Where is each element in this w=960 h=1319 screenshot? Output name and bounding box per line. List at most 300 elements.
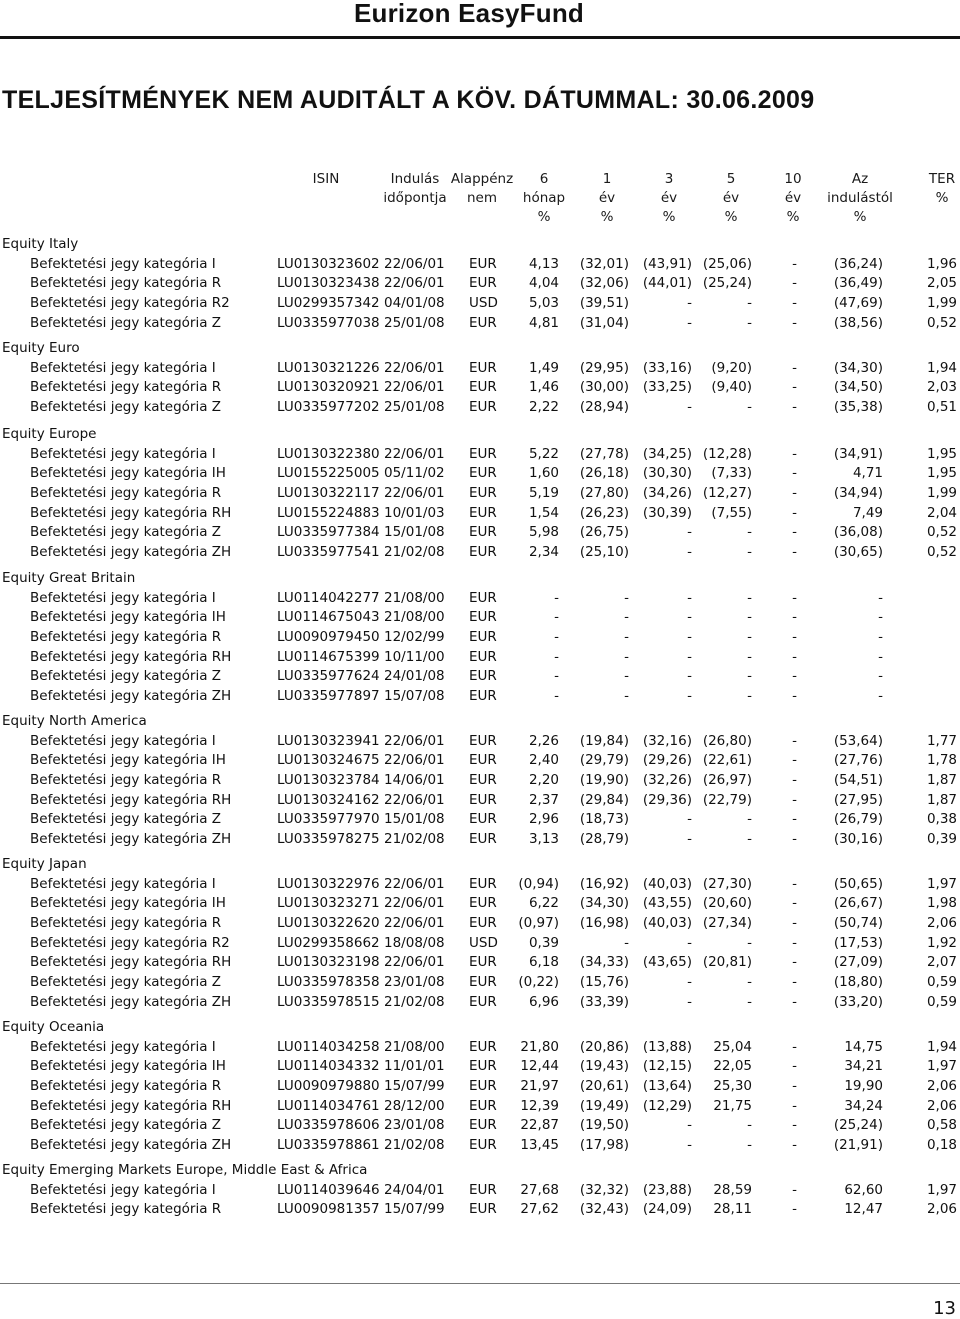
cell-return-3y: (29,36)	[642, 791, 692, 808]
cell-start-date: 21/02/08	[384, 993, 445, 1010]
cell-return-10y: -	[792, 1097, 797, 1114]
table-row	[0, 1201, 960, 1221]
header-10y-line: %	[786, 209, 800, 225]
cell-return-3y: (13,88)	[642, 1038, 692, 1055]
cell-return-since-inception: (17,53)	[833, 934, 883, 951]
cell-return-3y: (30,30)	[642, 465, 692, 482]
cell-return-10y: -	[792, 1201, 797, 1218]
cell-isin: LU0114034258	[277, 1038, 380, 1055]
cell-return-6m: 1,46	[528, 379, 559, 396]
cell-isin: LU0130322380	[277, 445, 380, 462]
cell-start-date: 22/06/01	[384, 732, 445, 749]
brand-title: Eurizon EasyFund	[353, 0, 584, 28]
cell-share-class: Befektetési jegy kategória R	[30, 1078, 222, 1094]
cell-return-since-inception: (26,67)	[833, 895, 883, 912]
cell-share-class: Befektetési jegy kategória R2	[30, 294, 230, 311]
cell-currency: EUR	[469, 589, 497, 606]
cell-return-1y: (28,94)	[579, 398, 629, 415]
cell-return-1y: (20,86)	[579, 1038, 629, 1055]
cell-return-5y: -	[747, 1117, 752, 1134]
table-row	[0, 772, 960, 792]
cell-share-class: Befektetési jegy kategória Z	[30, 1117, 222, 1134]
cell-isin: LU0130320921	[277, 379, 380, 396]
cell-start-date: 21/02/08	[384, 830, 445, 847]
cell-start-date: 21/02/08	[384, 543, 445, 560]
cell-ter: 1,99	[926, 294, 957, 311]
cell-ter: 2,06	[926, 1078, 957, 1094]
cell-share-class: Befektetési jegy kategória Z	[30, 314, 222, 331]
cell-isin: LU0299358662	[277, 934, 380, 951]
cell-return-1y: (29,95)	[579, 359, 629, 376]
cell-share-class: Befektetési jegy kategória IH	[30, 465, 226, 482]
cell-currency: EUR	[469, 314, 497, 331]
cell-start-date: 15/01/08	[384, 524, 445, 541]
cell-return-5y: -	[747, 589, 752, 606]
cell-share-class: Befektetési jegy kategória RH	[30, 504, 232, 521]
cell-start-date: 22/06/01	[384, 895, 445, 912]
cell-return-6m: 5,19	[528, 484, 559, 501]
cell-return-6m: 4,13	[528, 255, 559, 272]
cell-currency: USD	[469, 294, 498, 311]
cell-return-5y: (22,79)	[702, 791, 752, 808]
header-start-date	[378, 170, 452, 208]
page-number: 13	[933, 1298, 956, 1319]
header-currency-line: Alappénz	[450, 171, 514, 187]
cell-return-3y: -	[687, 993, 692, 1010]
cell-return-3y: (12,29)	[642, 1097, 692, 1114]
cell-return-5y: -	[747, 973, 752, 990]
header-currency	[449, 170, 515, 208]
cell-return-since-inception: -	[878, 648, 883, 665]
cell-share-class: Befektetési jegy kategória Z	[30, 668, 222, 685]
cell-return-5y: (7,33)	[711, 465, 752, 482]
table-row	[0, 915, 960, 935]
cell-return-6m: 4,04	[528, 275, 559, 292]
cell-return-5y: (26,97)	[702, 772, 752, 788]
cell-return-3y: (40,03)	[642, 875, 692, 892]
cell-share-class: Befektetési jegy kategória R	[30, 915, 222, 931]
cell-ter: 2,03	[926, 379, 957, 396]
cell-start-date: 22/06/01	[384, 752, 445, 769]
cell-return-6m: -	[554, 629, 559, 645]
table-row	[0, 792, 960, 812]
cell-ter: 1,77	[926, 732, 957, 749]
cell-return-10y: -	[792, 1136, 797, 1153]
cell-return-5y: 25,04	[713, 1038, 752, 1055]
cell-isin: LU0130323271	[277, 895, 380, 912]
cell-ter: 1,97	[926, 1181, 957, 1198]
cell-return-3y: -	[687, 524, 692, 541]
table-row	[0, 1039, 960, 1059]
header-start-date-line: időpontja	[383, 190, 447, 206]
cell-return-6m: -	[554, 648, 559, 665]
cell-start-date: 15/01/08	[384, 811, 445, 828]
cell-currency: EUR	[469, 1136, 497, 1153]
cell-isin: LU0335978358	[277, 973, 380, 990]
cell-return-10y: -	[792, 687, 797, 704]
cell-return-5y: -	[747, 1136, 752, 1153]
cell-return-since-inception: (34,50)	[833, 379, 883, 396]
column-headers	[0, 170, 960, 230]
cell-return-since-inception: (47,69)	[833, 294, 883, 311]
cell-ter: 2,06	[926, 1097, 957, 1114]
header-5y-line: év	[722, 190, 740, 206]
cell-return-3y: -	[687, 668, 692, 685]
cell-return-5y: -	[747, 524, 752, 541]
cell-isin: LU0335977541	[277, 543, 380, 560]
cell-return-1y: (26,18)	[579, 465, 629, 482]
cell-return-6m: 21,80	[520, 1038, 559, 1055]
cell-return-3y: -	[687, 629, 692, 645]
cell-return-since-inception: -	[878, 629, 883, 645]
cell-return-since-inception: (34,91)	[833, 445, 883, 462]
cell-currency: EUR	[469, 1201, 497, 1218]
cell-ter: 1,95	[926, 445, 957, 462]
cell-share-class: Befektetési jegy kategória R	[30, 379, 222, 396]
cell-isin: LU0335978861	[277, 1136, 380, 1153]
table-row	[0, 895, 960, 915]
cell-share-class: Befektetési jegy kategória I	[30, 875, 216, 892]
cell-return-5y: 28,11	[713, 1201, 752, 1218]
cell-return-3y: -	[687, 314, 692, 331]
cell-return-3y: -	[687, 398, 692, 415]
cell-return-5y: -	[747, 934, 752, 951]
cell-isin: LU0335977202	[277, 398, 380, 415]
cell-return-1y: (19,50)	[579, 1117, 629, 1134]
cell-return-1y: (29,84)	[579, 791, 629, 808]
cell-ter: 0,52	[926, 543, 957, 560]
header-isin-line: ISIN	[312, 171, 340, 187]
cell-return-5y: (20,60)	[702, 895, 752, 912]
cell-return-6m: 2,26	[528, 732, 559, 749]
cell-ter: 0,18	[926, 1136, 957, 1153]
cell-return-3y: (34,26)	[642, 484, 692, 501]
table-row	[0, 544, 960, 564]
cell-start-date: 05/11/02	[384, 465, 445, 482]
cell-return-6m: 5,98	[528, 524, 559, 541]
cell-return-3y: (34,25)	[642, 445, 692, 462]
cell-return-since-inception: -	[878, 687, 883, 704]
cell-return-10y: -	[792, 830, 797, 847]
cell-ter: 1,97	[926, 875, 957, 892]
cell-return-6m: (0,22)	[518, 973, 559, 990]
cell-return-since-inception: (36,08)	[833, 524, 883, 541]
cell-return-10y: -	[792, 255, 797, 272]
table-row	[0, 524, 960, 544]
cell-ter: 1,94	[926, 1038, 957, 1055]
cell-ter: 2,04	[926, 504, 957, 521]
cell-ter: 1,92	[926, 934, 957, 951]
cell-return-5y: -	[747, 993, 752, 1010]
table-row	[0, 1182, 960, 1202]
cell-isin: LU0155224883	[277, 504, 380, 521]
cell-start-date: 15/07/99	[384, 1078, 445, 1094]
cell-ter: 0,51	[926, 398, 957, 415]
cell-ter: 1,97	[926, 1058, 957, 1075]
cell-return-10y: -	[792, 648, 797, 665]
cell-return-3y: -	[687, 811, 692, 828]
cell-return-3y: -	[687, 687, 692, 704]
cell-return-5y: -	[747, 687, 752, 704]
header-1y-line: 1	[602, 171, 612, 187]
cell-start-date: 11/01/01	[384, 1058, 445, 1075]
cell-return-since-inception: (50,74)	[833, 915, 883, 931]
table-row	[0, 974, 960, 994]
cell-return-6m: 0,39	[528, 934, 559, 951]
table-row	[0, 1058, 960, 1078]
cell-ter: 0,59	[926, 993, 957, 1010]
cell-return-1y: (25,10)	[579, 543, 629, 560]
cell-return-5y: (9,40)	[711, 379, 752, 396]
cell-return-6m: (0,94)	[518, 875, 559, 892]
cell-share-class: Befektetési jegy kategória ZH	[30, 993, 232, 1010]
cell-ter: 0,38	[926, 811, 957, 828]
cell-return-1y: (16,98)	[579, 915, 629, 931]
cell-return-1y: (27,78)	[579, 445, 629, 462]
cell-currency: EUR	[469, 465, 497, 482]
cell-start-date: 22/06/01	[384, 915, 445, 931]
cell-isin: LU0335977038	[277, 314, 380, 331]
cell-return-6m: 6,22	[528, 895, 559, 912]
cell-return-3y: -	[687, 1117, 692, 1134]
cell-isin: LU0299357342	[277, 294, 380, 311]
header-start-date-line: Indulás	[390, 171, 440, 187]
cell-return-5y: (12,28)	[702, 445, 752, 462]
cell-currency: EUR	[469, 915, 497, 931]
cell-currency: EUR	[469, 398, 497, 415]
cell-return-6m: 5,22	[528, 445, 559, 462]
fund-group-title: Equity Great Britain	[2, 570, 136, 586]
header-1y	[587, 170, 627, 227]
cell-start-date: 15/07/99	[384, 1201, 445, 1218]
cell-return-3y: (43,91)	[642, 255, 692, 272]
cell-return-10y: -	[792, 629, 797, 645]
header-since-inception-line: %	[853, 209, 867, 225]
cell-return-10y: -	[792, 1058, 797, 1075]
cell-currency: EUR	[469, 830, 497, 847]
cell-return-6m: -	[554, 589, 559, 606]
cell-share-class: Befektetési jegy kategória I	[30, 1181, 216, 1198]
cell-return-3y: -	[687, 934, 692, 951]
cell-return-since-inception: (26,79)	[833, 811, 883, 828]
fund-group-title: Equity Europe	[2, 426, 97, 442]
cell-return-10y: -	[792, 294, 797, 311]
cell-return-since-inception: (50,65)	[833, 875, 883, 892]
cell-return-since-inception: (27,09)	[833, 954, 883, 971]
cell-currency: EUR	[469, 1058, 497, 1075]
cell-currency: EUR	[469, 668, 497, 685]
header-5y-line: %	[724, 209, 738, 225]
cell-ter: 2,06	[926, 1201, 957, 1218]
cell-ter: 2,05	[926, 275, 957, 292]
cell-currency: EUR	[469, 811, 497, 828]
cell-ter: 1,96	[926, 255, 957, 272]
cell-return-1y: (27,80)	[579, 484, 629, 501]
cell-ter: 1,87	[926, 772, 957, 788]
cell-isin: LU0090981357	[277, 1201, 380, 1218]
cell-return-6m: 12,39	[520, 1097, 559, 1114]
cell-return-3y: (32,16)	[642, 732, 692, 749]
cell-start-date: 10/11/00	[384, 648, 445, 665]
cell-return-10y: -	[792, 589, 797, 606]
cell-return-3y: (43,65)	[642, 954, 692, 971]
cell-return-1y: (31,04)	[579, 314, 629, 331]
cell-return-5y: (26,80)	[702, 732, 752, 749]
cell-currency: EUR	[469, 379, 497, 396]
cell-return-3y: (32,26)	[642, 772, 692, 788]
table-row	[0, 831, 960, 851]
cell-return-5y: 22,05	[713, 1058, 752, 1075]
cell-return-1y: (32,01)	[579, 255, 629, 272]
cell-return-10y: -	[792, 772, 797, 788]
cell-return-5y: (20,81)	[702, 954, 752, 971]
table-row	[0, 485, 960, 505]
cell-return-1y: -	[624, 629, 629, 645]
cell-return-since-inception: 34,21	[844, 1058, 883, 1075]
cell-return-1y: (28,79)	[579, 830, 629, 847]
cell-isin: LU0335977384	[277, 524, 380, 541]
cell-ter: 1,95	[926, 465, 957, 482]
cell-return-since-inception: (54,51)	[833, 772, 883, 788]
table-row	[0, 688, 960, 708]
cell-start-date: 12/02/99	[384, 629, 445, 645]
cell-return-5y: -	[747, 398, 752, 415]
table-row	[0, 876, 960, 896]
cell-share-class: Befektetési jegy kategória I	[30, 732, 216, 749]
cell-return-since-inception: (36,24)	[833, 255, 883, 272]
cell-return-since-inception: (33,20)	[833, 993, 883, 1010]
cell-currency: EUR	[469, 629, 497, 645]
cell-start-date: 22/06/01	[384, 875, 445, 892]
cell-return-1y: (32,32)	[579, 1181, 629, 1198]
table-row	[0, 505, 960, 525]
cell-start-date: 21/08/00	[384, 609, 445, 626]
cell-currency: EUR	[469, 752, 497, 769]
cell-return-10y: -	[792, 398, 797, 415]
cell-start-date: 22/06/01	[384, 359, 445, 376]
header-10y-line: év	[784, 190, 802, 206]
cell-return-1y: (26,75)	[579, 524, 629, 541]
cell-return-5y: (25,24)	[702, 275, 752, 292]
cell-currency: EUR	[469, 772, 497, 788]
cell-return-1y: -	[624, 648, 629, 665]
cell-return-1y: -	[624, 687, 629, 704]
header-3y-line: év	[660, 190, 678, 206]
cell-return-since-inception: -	[878, 609, 883, 626]
table-row	[0, 315, 960, 335]
table-row	[0, 649, 960, 669]
table-row	[0, 1117, 960, 1137]
cell-return-10y: -	[792, 732, 797, 749]
page-heading: TELJESÍTMÉNYEK NEM AUDITÁLT A KÖV. DÁTUMMAL: 30.06.2009	[2, 86, 815, 114]
cell-ter: 0,58	[926, 1117, 957, 1134]
cell-return-10y: -	[792, 915, 797, 931]
cell-return-5y: -	[747, 629, 752, 645]
cell-ter: 1,99	[926, 484, 957, 501]
cell-start-date: 21/02/08	[384, 1136, 445, 1153]
cell-isin: LU0114675399	[277, 648, 380, 665]
cell-currency: EUR	[469, 275, 497, 292]
header-6m-line: 6	[539, 171, 549, 187]
cell-return-1y: (19,90)	[579, 772, 629, 788]
cell-currency: EUR	[469, 732, 497, 749]
cell-return-5y: 25,30	[713, 1078, 752, 1094]
cell-return-10y: -	[792, 379, 797, 396]
cell-return-6m: -	[554, 609, 559, 626]
cell-start-date: 14/06/01	[384, 772, 445, 788]
cell-start-date: 21/08/00	[384, 589, 445, 606]
header-ter-line: %	[935, 190, 949, 206]
cell-ter: 1,87	[926, 791, 957, 808]
cell-share-class: Befektetési jegy kategória R	[30, 484, 222, 501]
cell-currency: EUR	[469, 484, 497, 501]
header-rule	[0, 36, 960, 39]
cell-share-class: Befektetési jegy kategória I	[30, 1038, 216, 1055]
cell-isin: LU0114042277	[277, 589, 380, 606]
cell-return-6m: 2,22	[528, 398, 559, 415]
cell-isin: LU0335977897	[277, 687, 380, 704]
cell-return-6m: 27,62	[520, 1201, 559, 1218]
cell-return-1y: -	[624, 609, 629, 626]
cell-ter: 1,98	[926, 895, 957, 912]
cell-return-since-inception: (34,94)	[833, 484, 883, 501]
cell-start-date: 18/08/08	[384, 934, 445, 951]
fund-group-title: Equity Oceania	[2, 1019, 105, 1035]
cell-return-10y: -	[792, 934, 797, 951]
cell-isin: LU0335978606	[277, 1117, 380, 1134]
cell-return-5y: 28,59	[713, 1181, 752, 1198]
cell-return-since-inception: (34,30)	[833, 359, 883, 376]
cell-return-10y: -	[792, 1078, 797, 1094]
cell-isin: LU0335978515	[277, 993, 380, 1010]
cell-currency: EUR	[469, 687, 497, 704]
cell-share-class: Befektetési jegy kategória IH	[30, 895, 226, 912]
header-6m-line: %	[537, 209, 551, 225]
fund-group-title: Equity Italy	[2, 236, 79, 252]
cell-return-10y: -	[792, 314, 797, 331]
cell-currency: EUR	[469, 609, 497, 626]
cell-isin: LU0130323198	[277, 954, 380, 971]
cell-share-class: Befektetési jegy kategória Z	[30, 524, 222, 541]
cell-return-since-inception: 12,47	[844, 1201, 883, 1218]
cell-return-6m: 6,18	[528, 954, 559, 971]
cell-return-10y: -	[792, 465, 797, 482]
cell-return-6m: 2,34	[528, 543, 559, 560]
cell-return-since-inception: (36,49)	[833, 275, 883, 292]
cell-return-5y: -	[747, 314, 752, 331]
cell-return-6m: 1,60	[528, 465, 559, 482]
cell-start-date: 23/01/08	[384, 973, 445, 990]
cell-return-10y: -	[792, 359, 797, 376]
cell-return-since-inception: (27,95)	[833, 791, 883, 808]
cell-currency: EUR	[469, 1078, 497, 1094]
cell-share-class: Befektetési jegy kategória Z	[30, 811, 222, 828]
cell-return-1y: (20,61)	[579, 1078, 629, 1094]
header-since-inception-line: indulástól	[827, 190, 893, 206]
table-row	[0, 1098, 960, 1118]
cell-return-5y: (7,55)	[711, 504, 752, 521]
cell-return-10y: -	[792, 1038, 797, 1055]
cell-isin: LU0130324675	[277, 752, 380, 769]
cell-share-class: Befektetési jegy kategória I	[30, 589, 216, 606]
cell-return-3y: -	[687, 294, 692, 311]
cell-return-since-inception: 62,60	[844, 1181, 883, 1198]
header-since-inception-line: Az	[851, 171, 869, 187]
cell-return-1y: -	[624, 668, 629, 685]
table-row	[0, 590, 960, 610]
cell-return-3y: (43,55)	[642, 895, 692, 912]
cell-return-10y: -	[792, 791, 797, 808]
